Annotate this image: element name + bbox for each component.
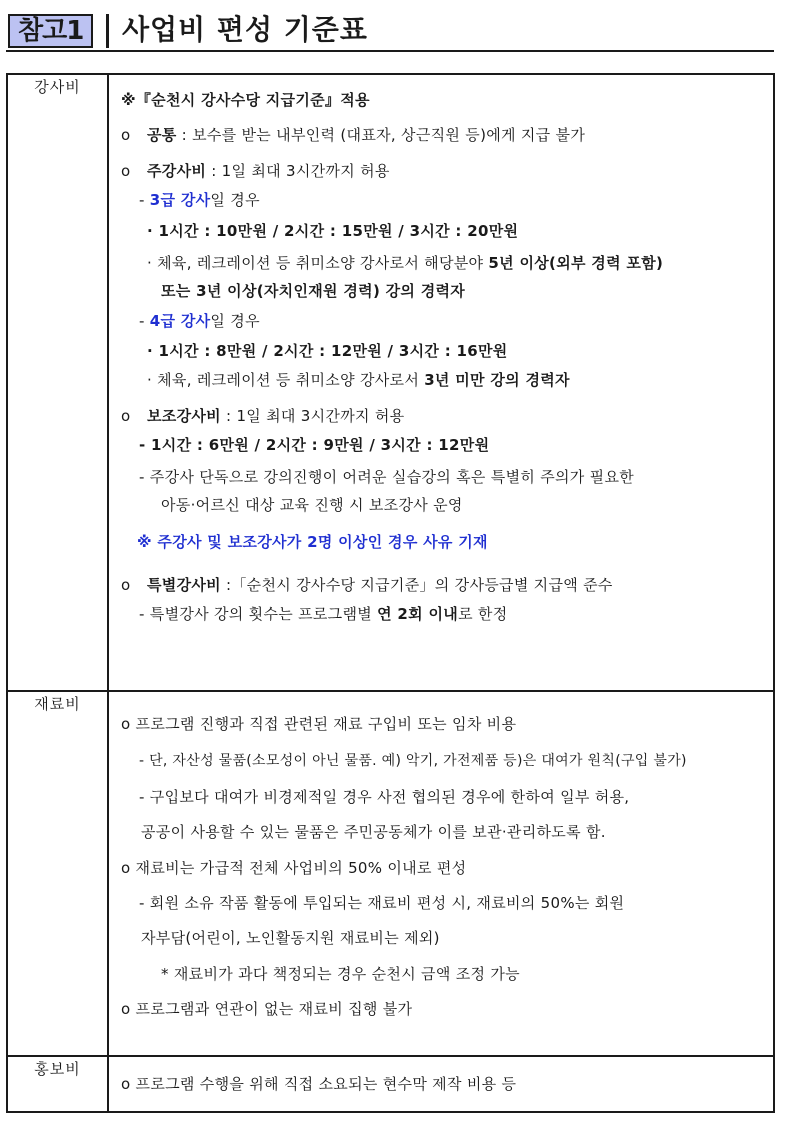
list-item: - 특별강사 강의 횟수는 프로그램별 연 2회 이내로 한정 xyxy=(139,605,508,623)
page-header xyxy=(6,10,774,52)
list-item: - 1시간 : 6만원 / 2시간 : 9만원 / 3시간 : 12만원 xyxy=(139,436,490,454)
instructor-rule-note: ※『순천시 강사수당 지급기준』적용 xyxy=(121,91,370,109)
list-item: - 회원 소유 작품 활동에 투입되는 재료비 편성 시, 재료비의 50%는 회원 xyxy=(139,894,625,912)
list-item: - 단, 자산성 물품(소모성이 아닌 물품. 예) 악기, 가전제품 등)은 대여가 원칙(구입 불가) xyxy=(139,753,687,769)
list-item: - 3급 강사일 경우 xyxy=(139,191,260,209)
list-item: - 주강사 단독으로 강의진행이 어려운 실습강의 혹은 특별히 주의가 필요한 xyxy=(139,468,635,486)
materials-label: 재료비 xyxy=(7,691,108,1056)
list-item: - 4급 강사일 경우 xyxy=(139,312,260,330)
promotion-content xyxy=(108,1056,774,1112)
reference-tag: 참고1 xyxy=(8,14,93,48)
list-item: 자부담(어린이, 노인활동지원 재료비는 제외) xyxy=(141,929,440,947)
instructor-label: 강사비 xyxy=(7,74,108,691)
list-item: 아동·어르신 대상 교육 진행 시 보조강사 운영 xyxy=(161,496,463,514)
page-title: 사업비 편성 기준표 xyxy=(122,13,368,46)
materials-content xyxy=(108,691,774,1056)
list-item: · 1시간 : 8만원 / 2시간 : 12만원 / 3시간 : 16만원 xyxy=(147,342,508,360)
promotion-label: 홍보비 xyxy=(7,1056,108,1112)
list-item: 또는 3년 이상(자치인재원 경력) 강의 경력자 xyxy=(161,282,466,300)
list-item: 공공이 사용할 수 있는 물품은 주민공동체가 이를 보관·관리하도록 함. xyxy=(141,823,606,841)
list-item: * 재료비가 과다 책정되는 경우 순천시 금액 조정 가능 xyxy=(161,965,520,983)
list-item: · 1시간 : 10만원 / 2시간 : 15만원 / 3시간 : 20만원 xyxy=(147,222,519,240)
list-item: · 체육, 레크레이션 등 취미소양 강사로서 해당분야 5년 이상(외부 경력 포함) xyxy=(147,254,664,272)
list-item: o 프로그램 진행과 직접 관련된 재료 구입비 또는 임차 비용 xyxy=(121,715,517,733)
list-item: · 체육, 레크레이션 등 취미소양 강사로서 3년 미만 강의 경력자 xyxy=(147,371,570,389)
list-item: o 재료비는 가급적 전체 사업비의 50% 이내로 편성 xyxy=(121,859,467,877)
promotion-row xyxy=(7,1056,774,1112)
header-underline xyxy=(6,50,774,52)
budget-criteria-table xyxy=(6,73,775,1113)
list-item: o 공통 : 보수를 받는 내부인력 (대표자, 상근직원 등)에게 지급 불가 xyxy=(121,126,586,144)
list-item: o 프로그램 수행을 위해 직접 소요되는 현수막 제작 비용 등 xyxy=(121,1075,517,1093)
instructor-row xyxy=(7,74,774,691)
list-item: - 구입보다 대여가 비경제적일 경우 사전 협의된 경우에 한하여 일부 허용, xyxy=(139,788,630,806)
instructor-content xyxy=(108,74,774,691)
header-divider xyxy=(106,14,109,48)
list-item: o 주강사비 : 1일 최대 3시간까지 허용 xyxy=(121,162,390,180)
list-item: o 특별강사비 :「순천시 강사수당 지급기준」의 강사등급별 지급액 준수 xyxy=(121,576,613,594)
instructor-warning-note: ※ 주강사 및 보조강사가 2명 이상인 경우 사유 기재 xyxy=(137,533,488,551)
list-item: o 보조강사비 : 1일 최대 3시간까지 허용 xyxy=(121,407,405,425)
list-item: o 프로그램과 연관이 없는 재료비 집행 불가 xyxy=(121,1000,413,1018)
materials-row xyxy=(7,691,774,1056)
